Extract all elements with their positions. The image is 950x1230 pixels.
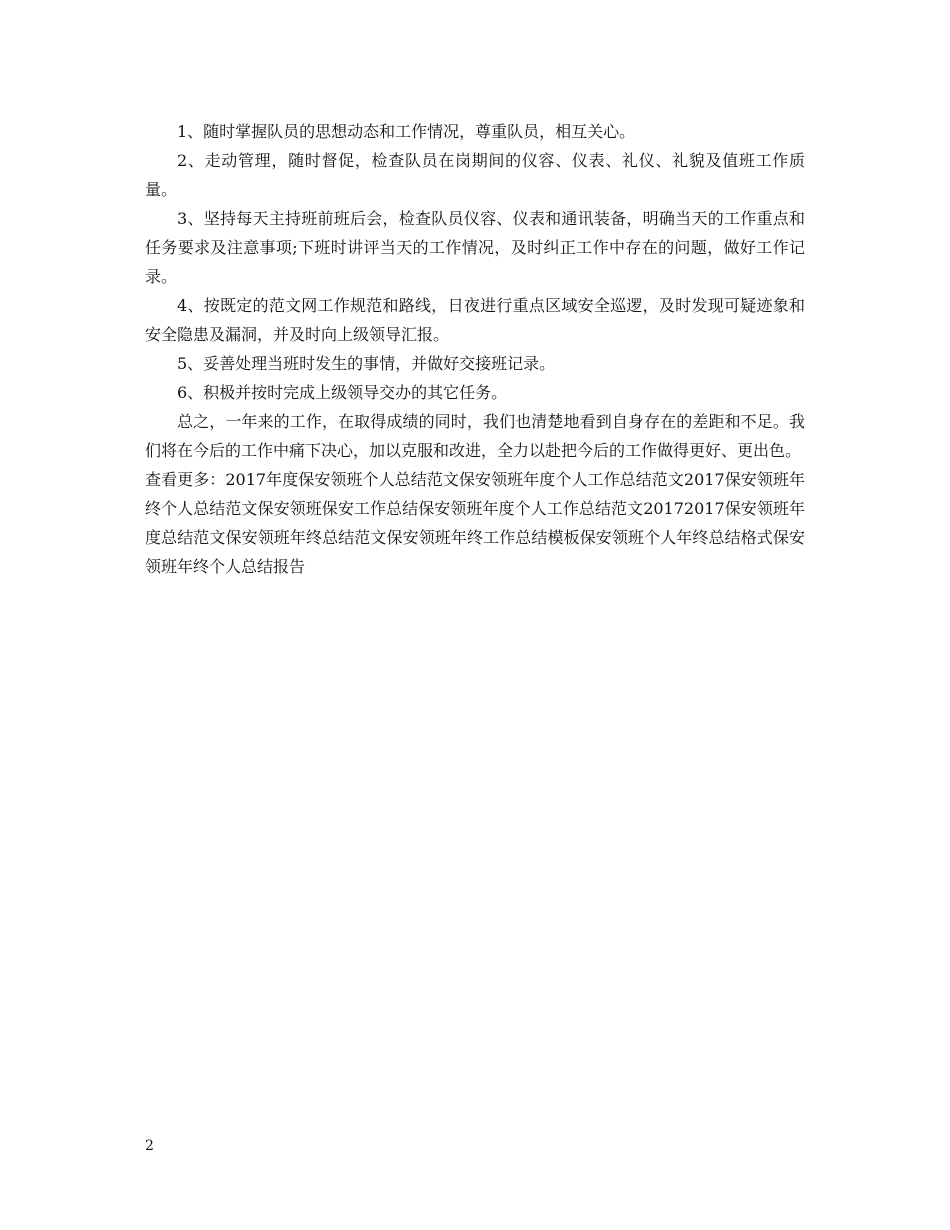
page-number: 2 [145, 1138, 154, 1154]
paragraph-duty-5: 5、妥善处理当班时发生的事情，并做好交接班记录。 [177, 354, 556, 373]
paragraph-duty-6: 6、积极并按时完成上级领导交办的其它任务。 [177, 383, 508, 402]
paragraph-duty-1: 1、随时掌握队员的思想动态和工作情况，尊重队员，相互关心。 [177, 122, 636, 141]
paragraph-conclusion: 总之，一年来的工作，在取得成绩的同时，我们也清楚地看到自身存在的差距和不足。我们将在今后的工作中痛下决心，加以克服和改进，全力以赴把今后的工作做得更好、更出色。 [145, 412, 805, 460]
paragraph-duty-4: 4、按既定的范文网工作规范和路线，日夜进行重点区域安全巡逻，及时发现可疑迹象和安全隐患及漏洞，并及时向上级领导汇报。 [145, 296, 805, 344]
see-more-links: 查看更多：2017年度保安领班个人总结范文保安领班年度个人工作总结范文2017保安领班年终个人总结范文保安领班保安工作总结保安领班年度个人工作总结范文20172017保安领班年度总结范文保安领班年终总结范文保安领班年终工作总结模板保安领班个人年终总结格式保安领班年终个人总结报告 [145, 470, 805, 576]
document-body [145, 117, 805, 581]
paragraph-duty-2: 2、走动管理，随时督促，检查队员在岗期间的仪容、仪表、礼仪、礼貌及值班工作质量。 [145, 151, 805, 199]
paragraph-duty-3: 3、坚持每天主持班前班后会，检查队员仪容、仪表和通讯装备，明确当天的工作重点和任务要求及注意事项;下班时讲评当天的工作情况，及时纠正工作中存在的问题，做好工作记录。 [145, 209, 805, 286]
